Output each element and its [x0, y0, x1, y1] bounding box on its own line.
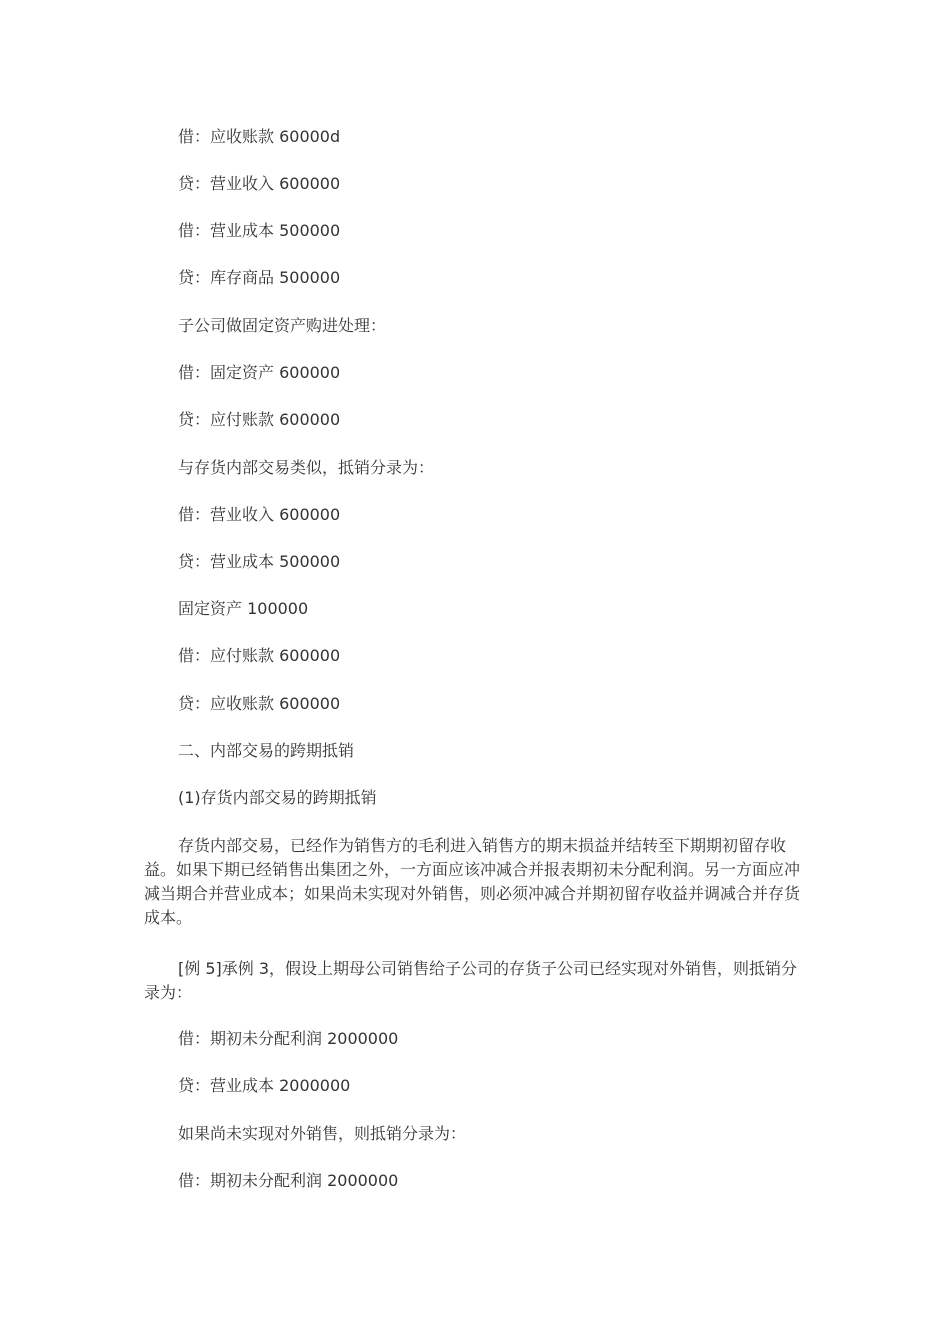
text-line: 借：固定资产 600000	[178, 363, 341, 382]
text-line: 贷：应付账款 600000	[178, 410, 341, 429]
text-line: 借：应付账款 600000	[178, 646, 341, 665]
text-line: 借：期初未分配利润 2000000	[178, 1029, 399, 1048]
text-line: 贷：营业收入 600000	[178, 174, 341, 193]
subsection-heading: (1)存货内部交易的跨期抵销	[178, 788, 377, 807]
text-line: 固定资产 100000	[178, 599, 309, 618]
body-paragraph: 存货内部交易，已经作为销售方的毛利进入销售方的期末损益并结转至下期期初留存收益。如果下期已经销售出集团之外，一方面应该冲减合并报表期初未分配利润。另一方面应冲减当期合并营业成本；如果尚未实现对外销售，则必须冲减合并期初留存收益并调减合并存货成本。	[144, 836, 801, 927]
text-line: 借：营业收入 600000	[178, 505, 341, 524]
example-paragraph: [例 5]承例 3，假设上期母公司销售给子公司的存货子公司已经实现对外销售，则抵销分录为：	[144, 959, 798, 1002]
text-line: 子公司做固定资产购进处理：	[178, 316, 387, 335]
section-heading: 二、内部交易的跨期抵销	[178, 741, 355, 760]
text-line: 贷：营业成本 2000000	[178, 1076, 351, 1095]
text-line: 借：应收账款 60000d	[178, 127, 341, 146]
text-line: 贷：库存商品 500000	[178, 268, 341, 287]
text-line: 贷：应收账款 600000	[178, 694, 341, 713]
text-line: 如果尚未实现对外销售，则抵销分录为：	[178, 1124, 467, 1143]
text-line: 与存货内部交易类似，抵销分录为：	[178, 458, 435, 477]
text-line: 借：营业成本 500000	[178, 221, 341, 240]
text-line: 贷：营业成本 500000	[178, 552, 341, 571]
text-line: 借：期初未分配利润 2000000	[178, 1171, 399, 1190]
